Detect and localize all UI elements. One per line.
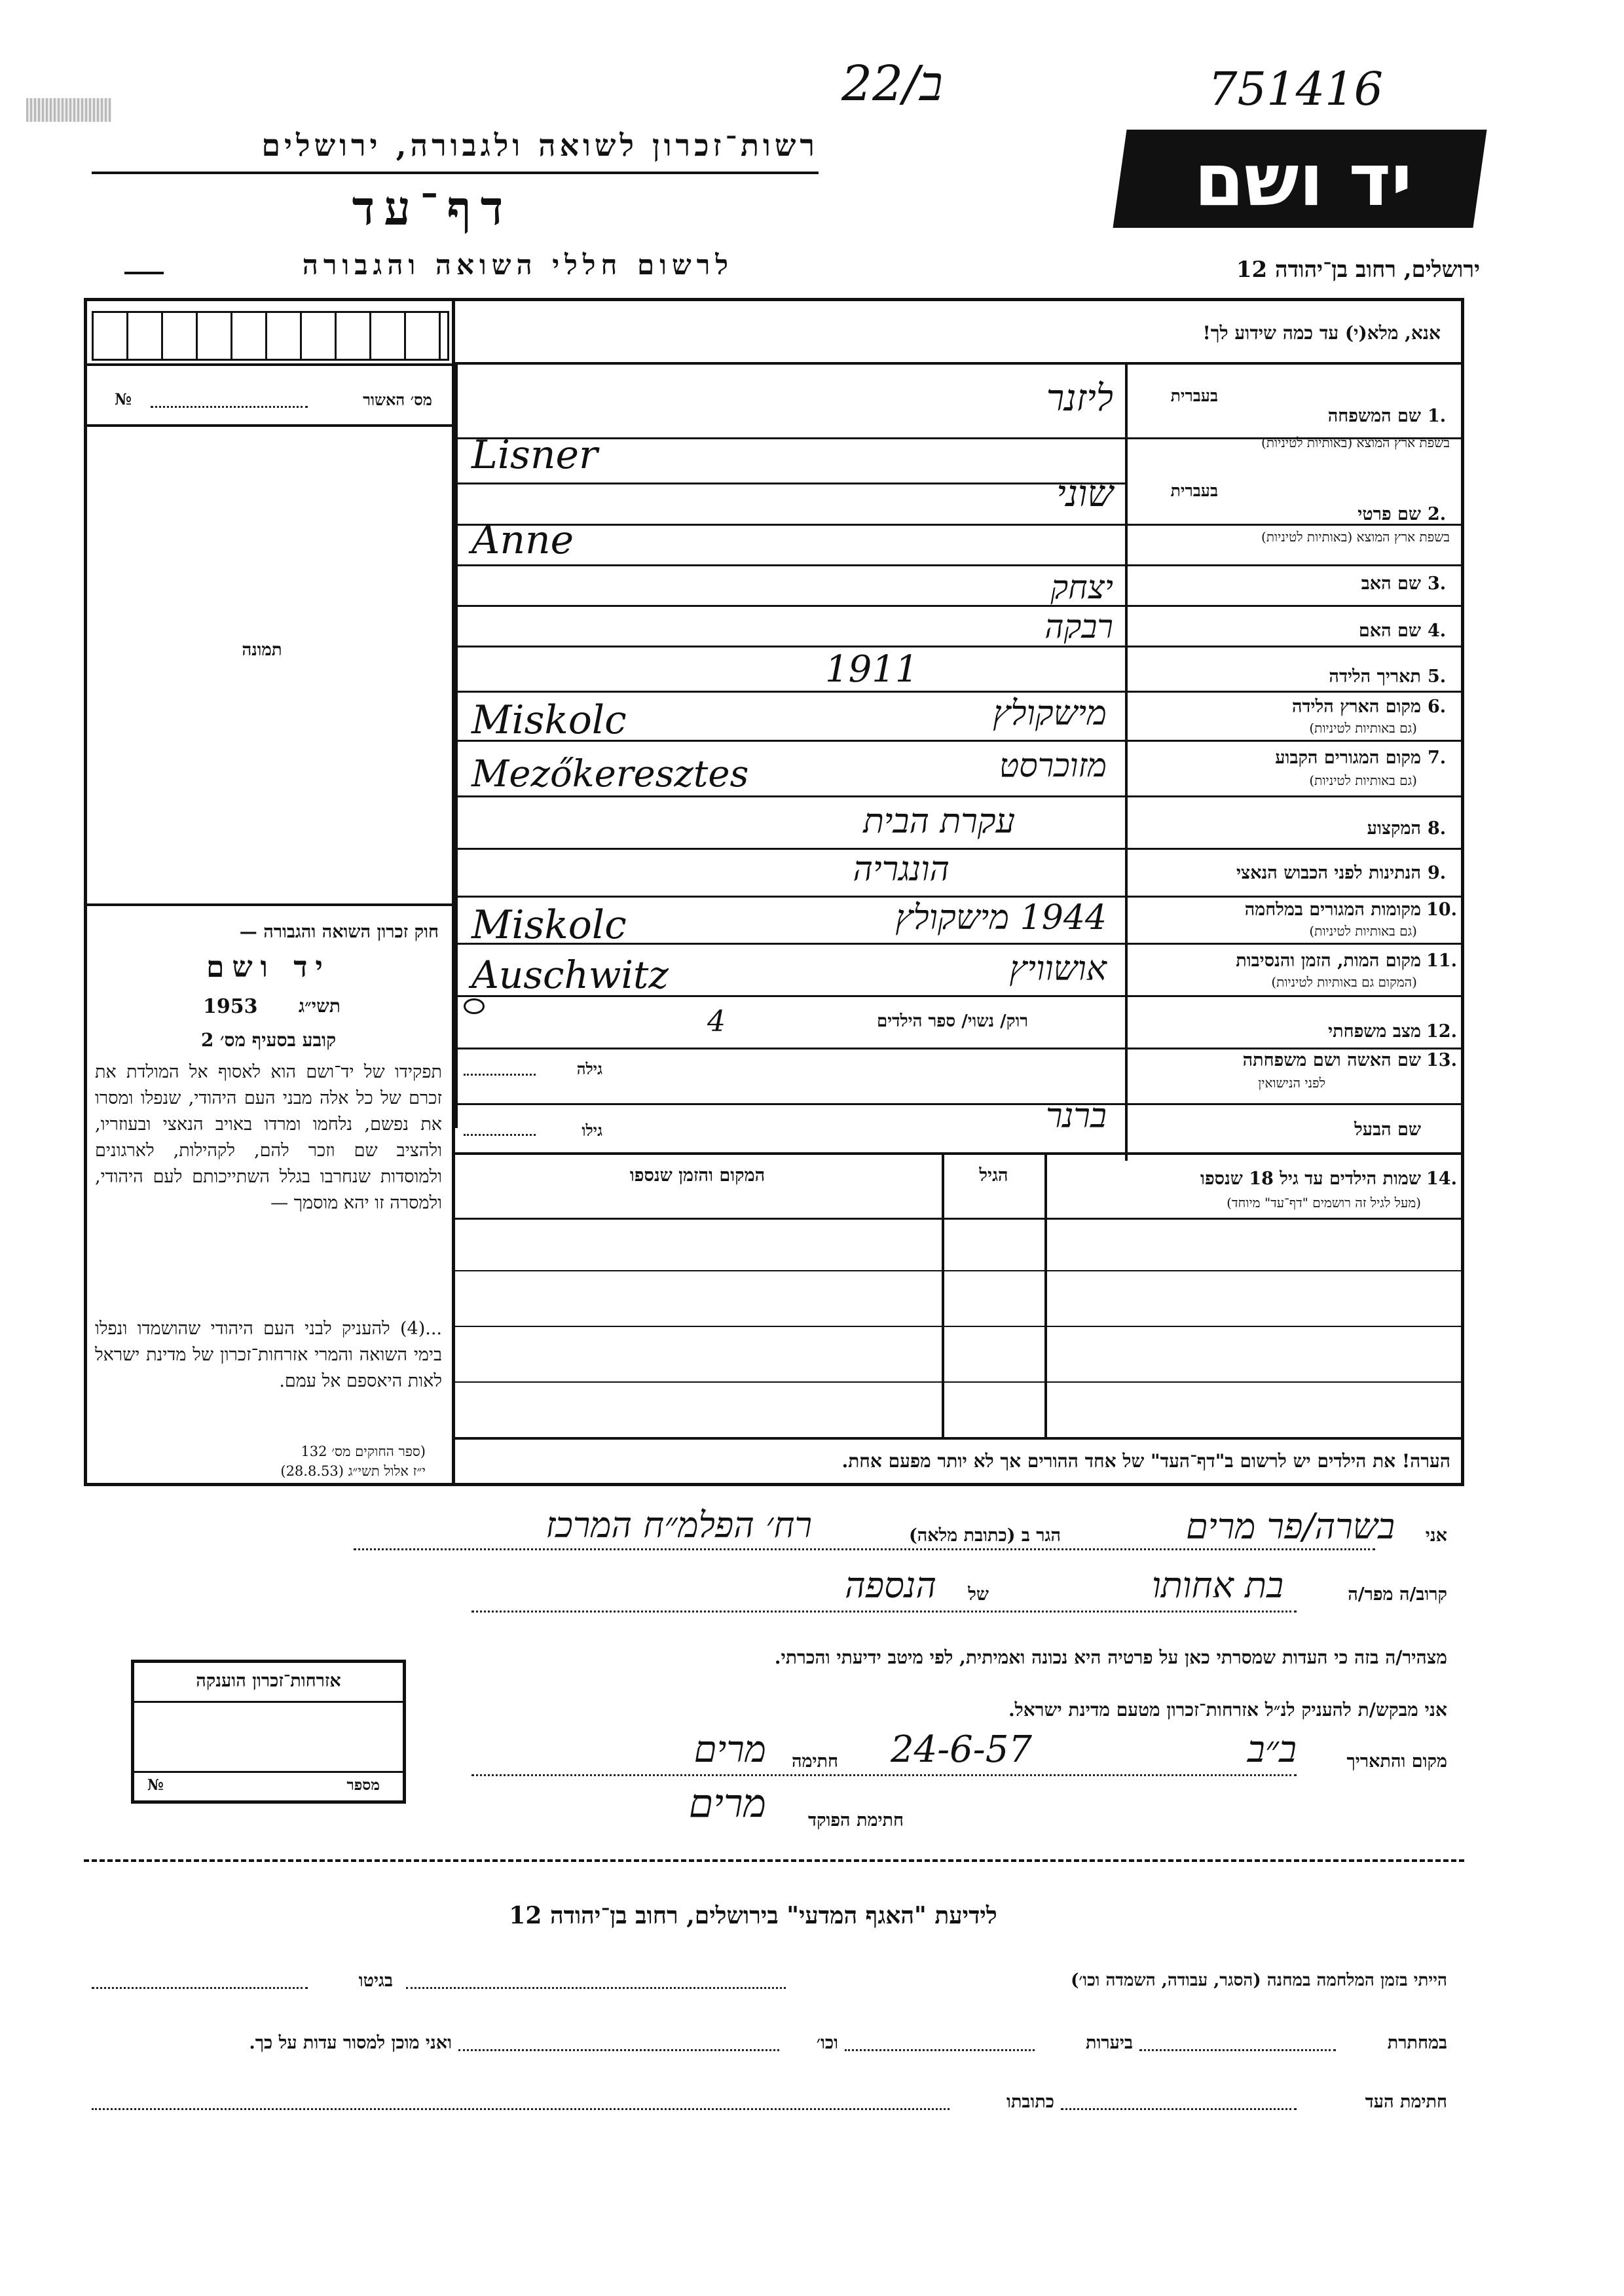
law-box-top (84, 903, 454, 906)
request-text: אני מבקש/ת להעניק לנ״ל אזרחות־זכרון מטעם מדינת ישראל. (1008, 1699, 1447, 1721)
footer-witness-line (1061, 2108, 1297, 2110)
field-number-5: 5. (1428, 666, 1447, 687)
father-name: יצחק (1050, 568, 1113, 606)
field-number-8: 8. (1428, 818, 1447, 839)
first-name-latin: Anne (471, 517, 574, 563)
birth-date: 1911 (825, 648, 919, 691)
declarant-name: בשרה/פר מרים (1186, 1506, 1395, 1547)
signature-line (471, 1774, 1297, 1776)
field-label-12: מצב משפחתי (1328, 1021, 1421, 1042)
nationality: הונגריה (853, 850, 950, 889)
field-label-4: שם האם (1358, 621, 1421, 641)
address-line (354, 1548, 1375, 1550)
residence-hebrew: מזוכרסט (999, 746, 1107, 784)
marital-status-options: רוק/ נשוי/ ספר הילדים (876, 1011, 1028, 1031)
field-label-10: מקומות המגורים במלחמה (1244, 900, 1421, 920)
children-row-rule (455, 1381, 1464, 1383)
birth-place-hebrew: מישקולץ (993, 694, 1107, 733)
footer-forests-line (845, 2049, 1035, 2051)
children-row-rule (455, 1326, 1464, 1327)
row-rule (455, 646, 1464, 647)
footer-underground-line (1139, 2049, 1336, 2051)
resident-label: הגר ב (כתובת מלאה) (908, 1525, 1061, 1546)
first-name-hebrew: שוני (1056, 473, 1113, 515)
cert-number-line (151, 406, 308, 408)
husband-age-label: גילו (581, 1121, 602, 1140)
law-section: קובע בסעיף מס׳ 2 (200, 1029, 337, 1051)
row-rule (455, 1048, 1464, 1049)
field-number-1: 1. (1428, 406, 1447, 426)
wife-age-label: גילה (576, 1059, 602, 1078)
footer-underground: במחתרת (1387, 2033, 1447, 2053)
cert-bottom-divider (84, 424, 454, 427)
cert-divider (84, 363, 454, 366)
children-header-rule (455, 1218, 1464, 1220)
logo-text: יד ושם (1194, 138, 1412, 222)
field-number-11: 11. (1426, 951, 1457, 971)
footer-willing: ואני מוכן למסור עדות על כך. (249, 2033, 452, 2053)
address: ירושלים, רחוב בן־יהודה 12 (1236, 257, 1480, 283)
signature-value: מרים (693, 1728, 766, 1771)
death-place-latin: Auschwitz (471, 953, 669, 997)
citizenship-sub-rule (131, 1771, 406, 1773)
footer-line1: הייתי בזמן המלחמה במחנה (הסגר, עבודה, השמדה וכו׳) (1071, 1971, 1447, 1990)
field-label-7: מקום המגורים הקבוע (1275, 748, 1421, 768)
of-value: הנספה (845, 1565, 936, 1606)
footer-address-line (92, 2108, 950, 2110)
mother-name: רבקה (1044, 608, 1113, 646)
row-rule (455, 896, 1464, 898)
field-label-11: מקום המות, הזמן והנסיבות (1236, 951, 1421, 971)
form-instruction: אנא, מלא(י) עד כמה שידוע לך! (1202, 322, 1441, 344)
children-note: הערה! את הילדים יש לרשום ב"דף־העד" של אחד ההורים אך לא יותר מפעם אחת. (841, 1450, 1450, 1472)
footer-camp-line (406, 1987, 786, 1989)
children-table-top (455, 1152, 1464, 1155)
field-label-3: שם האב (1361, 574, 1421, 594)
field-number-6: 6. (1428, 697, 1447, 717)
occupation: עקרת הבית (863, 802, 1015, 841)
page-title: דף־עד (352, 180, 513, 236)
wartime-place-hebrew: 1944 מישקולץ (895, 898, 1107, 938)
hebrew-tag-1: בעברית (1170, 386, 1218, 405)
field-number-2: 2. (1428, 504, 1447, 524)
field-sub-6: (גם באותיות לטיניות) (1309, 720, 1417, 736)
ani-label: אני (1425, 1525, 1447, 1546)
instruction-divider (452, 362, 1464, 365)
row-rule (455, 691, 1464, 693)
family-name-hebrew: ליזנר (1046, 377, 1113, 420)
signature-label: חתימה (791, 1751, 838, 1772)
officer-label: חתימת הפוקד (808, 1810, 904, 1831)
wife-age-line (464, 1074, 536, 1076)
field-number-9: 9. (1428, 863, 1447, 883)
residence-latin: Mezőkeresztes (471, 753, 749, 795)
field-number-4: 4. (1428, 621, 1447, 641)
field-sub-10: (גם באותיות לטיניות) (1309, 923, 1417, 939)
entry-left-rule (455, 362, 458, 1128)
scan-noise (26, 98, 111, 122)
declare-text: מצהיר/ה בזה כי העדות שמסרתי כאן על פרטיה היא נכונה ואמיתית, לפי מיטב ידיעתי והכרתי. (774, 1647, 1447, 1668)
field-label-13: שם האשה ושם משפחתה (1242, 1050, 1421, 1070)
photo-label: תמונה (242, 640, 282, 660)
authority-line: רשות־זכרון לשואה ולגבורה, ירושלים (261, 128, 819, 163)
field-number-13: 13. (1426, 1050, 1457, 1070)
field-label-6: מקום הארץ הלידה (1292, 697, 1421, 717)
children-col-age: הגיל (979, 1165, 1008, 1186)
row-rule (455, 564, 1464, 566)
law-year-hebrew: תשי״ג (298, 995, 341, 1017)
citizenship-title-rule (131, 1701, 406, 1703)
footer-forests: ביערות (1085, 2033, 1133, 2053)
wartime-place-latin: Miskolc (471, 902, 627, 948)
field-sub-2: בשפת ארץ המוצא (באותיות לטיניות) (1261, 529, 1450, 545)
children-table-bottom (455, 1437, 1464, 1440)
children-col-place: המקום והזמן שנספו (629, 1165, 766, 1186)
footer-etc-line (458, 2049, 779, 2051)
label-column-divider (1125, 362, 1128, 1161)
declarant-address: רח׳ הפלמ״ח המרכז (545, 1504, 812, 1546)
footer-separator (84, 1859, 1464, 1862)
page-subtitle: לרשום חללי השואה והגבורה (302, 249, 733, 281)
handwritten-record-number: 751416 (1208, 62, 1384, 116)
field-number-10: 10. (1426, 900, 1457, 920)
relation-value: בת אחותו (1151, 1565, 1283, 1606)
of-label: של (968, 1584, 989, 1605)
hebrew-tag-2: בעברית (1170, 481, 1218, 500)
birth-place-latin: Miskolc (471, 697, 627, 743)
field-label-2: שם פרטי (1357, 504, 1421, 524)
citizenship-title: אזרחות־זכרון הוענקה (196, 1671, 341, 1691)
citizenship-no-mark: № (147, 1776, 164, 1794)
children-col-divider (1044, 1152, 1047, 1437)
cert-boxes (92, 311, 449, 361)
field-sub-11: (המקום גם באותיות לטיניות) (1271, 974, 1417, 990)
law-source-date: י״ז אלול תשי״ג (28.8.53) (280, 1463, 426, 1479)
law-year: 1953 (203, 995, 258, 1018)
field-number-3: 3. (1428, 574, 1447, 594)
relative-label: קרוב/ה מפר/ה (1348, 1584, 1447, 1605)
marital-status-mark: 4 (707, 1005, 726, 1038)
children-number: 14. (1426, 1169, 1457, 1189)
edit-mark (464, 998, 485, 1014)
field-number-7: 7. (1428, 748, 1447, 768)
field-label-9: הנתינות לפני הכבוש הנאצי (1236, 863, 1421, 883)
law-name: יד ושם (206, 951, 331, 984)
place-value: ב״ב (1247, 1728, 1297, 1771)
field-label-1: שם המשפחה (1327, 406, 1421, 426)
children-row-rule (455, 1270, 1464, 1271)
law-paragraph-2: ...(4) להעניק לבני העם היהודי שהושמדו ונפלו בימי השואה והמרי אזרחות־זכרון של מדינת ישראל לאות היאספם אל עמם. (95, 1319, 442, 1391)
field-number-12: 12. (1426, 1021, 1457, 1042)
field-label-8: המקצוע (1367, 818, 1421, 839)
date-value: 24-6-57 (891, 1728, 1032, 1771)
footer-witness-sig: חתימת העד (1365, 2092, 1447, 2112)
subtitle-dash (124, 272, 164, 274)
field-sub-13: לפני הנישואין (1258, 1075, 1325, 1091)
cert-number-mark: № (115, 390, 132, 409)
footer-etc: וכו׳ (816, 2033, 838, 2053)
footer-address-label: כתובתו (1006, 2092, 1054, 2112)
field-label-5: תאריך הלידה (1329, 666, 1421, 687)
field-sub-7: (גם באותיות לטיניות) (1309, 773, 1417, 788)
footer-ghetto: בגיטו (358, 1971, 393, 1991)
cert-number-label: מס׳ האשור (363, 390, 432, 409)
row-rule (455, 795, 1464, 797)
row-rule (455, 848, 1464, 850)
field-label-husband: שם הבעל (1354, 1120, 1421, 1140)
form-frame (84, 298, 1464, 1486)
law-source: (ספר החוקים מס׳ 132 (301, 1444, 426, 1459)
footer-title: לידיעת "האגף המדעי" בירושלים, רחוב בן־יהודה 12 (509, 1902, 997, 1929)
family-name-latin: Lisner (471, 432, 598, 478)
authority-underline (92, 172, 819, 174)
field-sub-1: בשפת ארץ המוצא (באותיות לטיניות) (1261, 435, 1450, 450)
law-paragraph-1: תפקידו של יד־ושם הוא לאסוף אל המולדת את זכרם של כל אלה מבני העם היהודי, שנפלו ומסרו את נפשם, נלחמו ומרדו באויב הנאצי ובעוזריו, ולהציב שם וזכר להם, לקהילות, לארגונים ולמוסדות שנחרבו בגלל השתייכותם לעם היהודי, ולמסרה זו יהא מוסמך — (95, 1062, 442, 1213)
footer-ghetto-line (92, 1987, 308, 1989)
officer-signature: מרים (688, 1781, 766, 1827)
relation-line (471, 1611, 1297, 1613)
children-sub: (מעל לגיל זה רושמים "דף־עד" מיוחד) (1227, 1195, 1421, 1211)
children-col-divider (942, 1152, 944, 1437)
husband-age-line (464, 1134, 536, 1136)
law-title: חוק זכרון השואה והגבורה — (239, 922, 439, 942)
place-date-label: מקום והתאריך (1346, 1751, 1447, 1772)
husband-name: ברנר (1045, 1097, 1107, 1136)
citizenship-number-label: מספר (346, 1776, 380, 1794)
handwritten-file-code: 22/ב (841, 56, 943, 112)
death-place-hebrew: אושוויץ (1009, 949, 1107, 989)
children-label: שמות הילדים עד גיל 18 שנספו (1200, 1169, 1421, 1189)
